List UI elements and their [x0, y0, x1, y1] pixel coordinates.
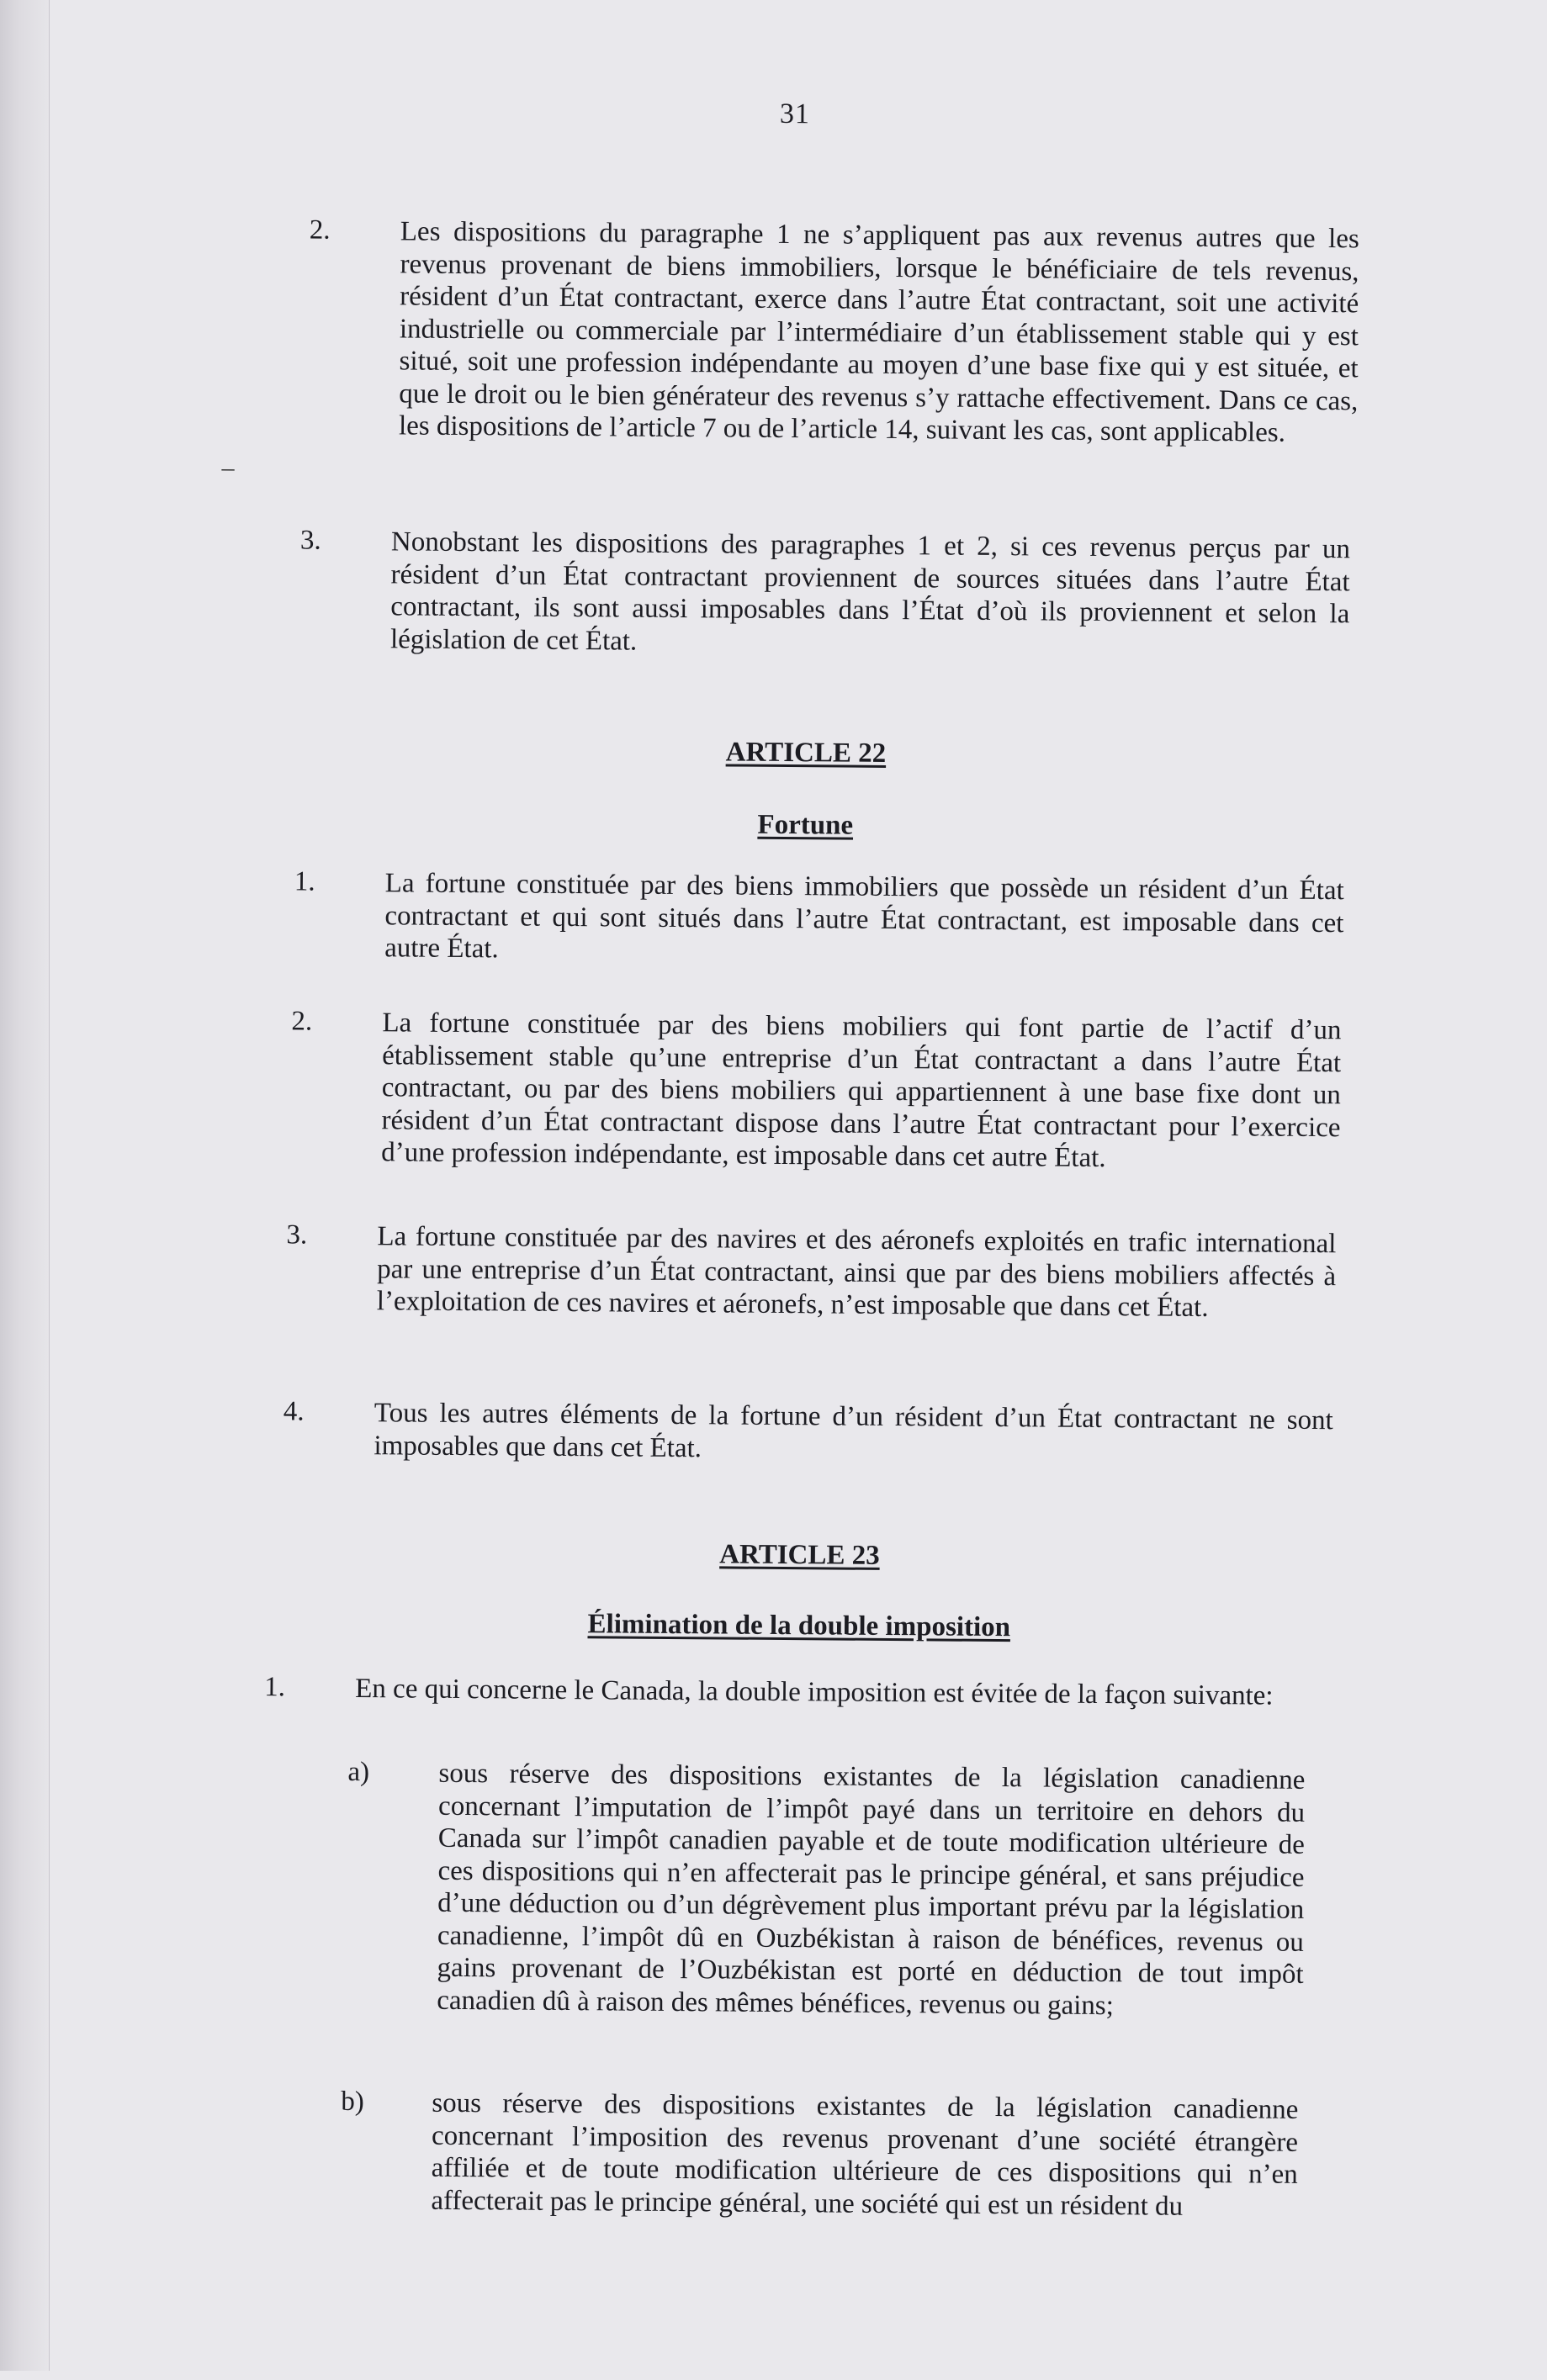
margin-mark: – [221, 453, 235, 482]
paragraph-number: 2. [291, 1006, 313, 1037]
page-number: 31 [779, 98, 811, 130]
paragraph-number: 3. [299, 525, 321, 556]
paragraph-1-art23 [264, 1672, 1341, 1711]
paragraph-text: La fortune constituée par des biens mobiliers qui font partie de l’actif d’un établissement stable qu’une entreprise d’un État contractant a dans l’autre État contractant, ou par des biens mobiliers qui appartiennent à une base fixe dont un résident d’un État contractant dispose dans l’autre État contractant pour l’exercice d’une profession indépendante, est imposable dans cet autre État. [381, 1008, 1342, 1174]
page-binding-edge [0, 0, 50, 2371]
paragraph-number: 2. [309, 214, 331, 246]
paragraph-number: 4. [283, 1396, 305, 1427]
article-22-title: ARTICLE 22 [725, 737, 887, 769]
paragraph-text: En ce qui concerne le Canada, la double imposition est évitée de la façon suivante: [355, 1674, 1274, 1711]
paragraph-2-art22 [291, 1006, 1369, 1174]
paragraph-text: La fortune constituée par des navires et des aéronefs exploités en trafic international par une entreprise d’un État contractant, ainsi que par des biens mobiliers affectés à l’exploitation de ces navires et aéronefs, n’est imposable que dans cet État. [376, 1221, 1337, 1323]
paragraph-text: Tous les autres éléments de la fortune d’un résident d’un État contractant ne sont imposables que dans cet État. [374, 1398, 1333, 1463]
paragraph-3-art22 [286, 1219, 1364, 1323]
article-23-title: ARTICLE 23 [719, 1539, 880, 1571]
paragraph-number: 1. [264, 1672, 286, 1703]
paragraph-1-art22 [294, 866, 1371, 965]
paragraph-text: Les dispositions du paragraphe 1 ne s’appliquent pas aux revenus autres que les revenus provenant de biens immobiliers, lorsque le bénéficiaire de tels revenus, résident d’un État contractant, exerce dans l’autre État contractant, soit une activité industrielle ou commerciale par l’intermédiaire d’un établissement stable qui y est situé, soit une profession indépendante au moyen d’une base fixe qui y est située, et que le droit ou le bien générateur des revenus s’y rattache effectivement. Dans ce cas, les dispositions de l’article 7 ou de l’article 14, suivant les cas, sont applicables. [398, 216, 1359, 448]
subparagraph-letter: b) [341, 2086, 365, 2118]
subparagraph-a [347, 1756, 1425, 2021]
paragraph-text: La fortune constituée par des biens immobiliers que possède un résident d’un État contractant et qui sont situés dans l’autre État contractant, est imposable dans cet autre État. [384, 868, 1344, 965]
paragraph-number: 1. [294, 866, 315, 897]
paragraph-2-art21 [309, 214, 1386, 448]
paragraph-text: Nonobstant les dispositions des paragraphes 1 et 2, si ces revenus perçus par un résident d’un État contractant proviennent de sources situées dans l’autre État contractant, ils sont aussi imposables dans l’État d’où ils proviennent et selon la législation de cet État. [389, 526, 1351, 657]
paragraph-number: 3. [286, 1219, 308, 1251]
subparagraph-letter: a) [347, 1756, 370, 1788]
article-22-subtitle: Fortune [757, 809, 854, 841]
paragraph-4-art22 [283, 1396, 1360, 1463]
subparagraph-b [341, 2086, 1418, 2222]
paragraph-3-art21 [299, 525, 1377, 657]
subparagraph-text: sous réserve des dispositions existantes de la législation canadienne concernant l’imputation de l’impôt payé dans un territoire en dehors du Canada sur l’impôt canadien payable et de toute modification ultérieure de ces dispositions qui n’en affecterait pas le principe général, et sans préjudice d’une déduction ou d’un dégrèvement plus important prévu par la législation canadienne, l’impôt dû en Ouzbékistan à raison de bénéfices, revenus ou gains provenant de l’Ouzbékistan est porté en déduction de tout impôt canadien dû à raison des mêmes bénéfices, revenus ou gains; [437, 1758, 1306, 2021]
subparagraph-text: sous réserve des dispositions existantes de la législation canadienne concernant l’imposition des revenus provenant d’une société étrangère affiliée et de toute modification ultérieure de ces dispositions qui n’en affecterait pas le principe général, une société qui est un résident du [431, 2087, 1299, 2222]
document-page [221, 0, 1396, 2380]
article-23-subtitle: Élimination de la double imposition [587, 1609, 1011, 1643]
